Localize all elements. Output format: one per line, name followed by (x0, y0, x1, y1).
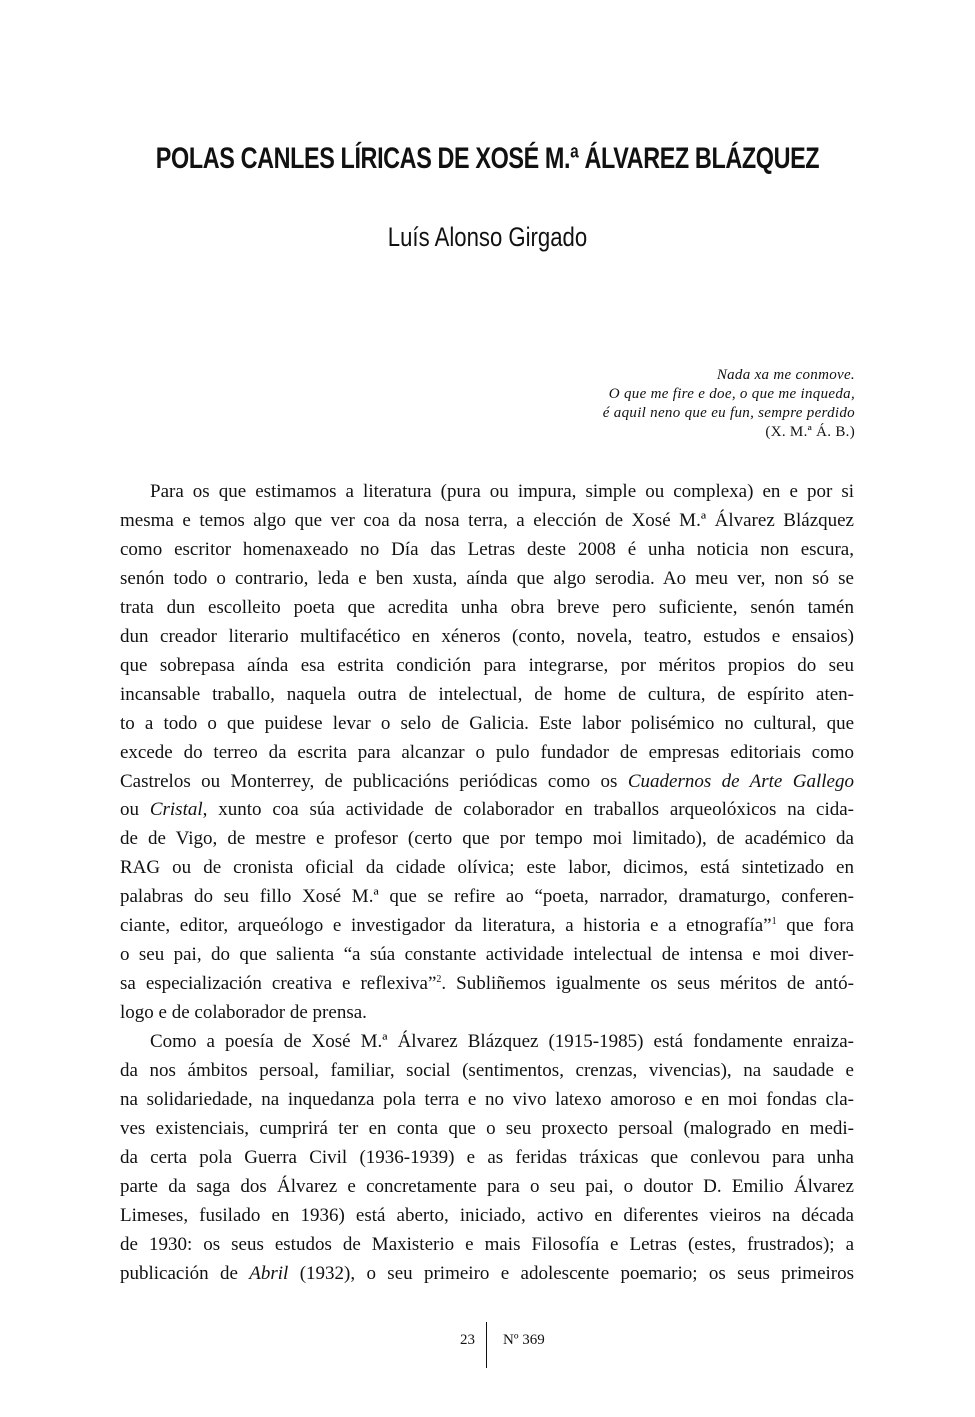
article-author: Luís Alonso Girgado (387, 222, 588, 252)
article-title: POLAS CANLES LÍRICAS DE XOSÉ M.ª ÁLVAREZ BLÁZQUEZ (155, 142, 820, 175)
epigraph (603, 366, 855, 442)
paragraph-line: mesma e temos algo que ver coa da nosa terra, a elección de Xosé M.ª Álvarez Blázquez (120, 509, 854, 531)
paragraph-line (120, 1260, 854, 1289)
epigraph-attribution: (X. M.ª Á. B.) (765, 424, 855, 440)
paragraph-line: RAG ou de cronista oficial da cidade olívica; este labor, dicimos, está sintetizado en (120, 857, 854, 879)
paragraph-line: to a todo o que puidese levar o selo de Galicia. Este labor polisémico no cultural, que (120, 712, 854, 734)
article-body (120, 478, 854, 1289)
epigraph-line: Nada xa me conmove. (716, 367, 855, 383)
paragraph-line: senón todo o contrario, leda e ben xusta, aínda que algo serodia. Ao meu ver, non só se (120, 567, 854, 589)
paragraph-line: Para os que estimamos a literatura (pura ou impura, simple ou complexa) en e por si (150, 481, 854, 502)
paragraph-line: da certa pola Guerra Civil (1936-1939) e as feridas tráxicas que conlevou para unha (120, 1146, 854, 1168)
paragraph-line: Limeses, fusilado en 1936) está aberto, iniciado, activo en diferentes vieiros na década (120, 1204, 854, 1226)
text-run: , xunto coa súa actividade de colaborador en traballos arqueolóxicos na cida- (202, 799, 855, 821)
text-run: ou (120, 799, 150, 821)
text-run: (1932), o seu primeiro e adolescente poemario; os seus primeiros (288, 1262, 855, 1284)
footer-divider (486, 1322, 487, 1368)
paragraph-line: de de Vigo, de mestre e profesor (certo que por tempo moi limitado), de académico da (120, 828, 854, 850)
issue-number: Nº 369 (503, 1332, 545, 1348)
footnote-ref-1[interactable]: 1 (771, 916, 777, 928)
paragraph-line (120, 970, 854, 999)
journal-title-cristal: Cristal (149, 799, 203, 821)
paragraph-line (120, 768, 854, 797)
text-run: publicación de (120, 1262, 250, 1284)
text-run: sa especialización creativa e reflexiva” (120, 973, 437, 995)
paragraph-line (120, 912, 854, 941)
paragraph-line: de 1930: os seus estudos de Maxisterio e mais Filosofía e Letras (estes, frustrados); a (120, 1233, 854, 1255)
paragraph-line: trata dun escolleito poeta que acredita unha obra breve pero suficiente, senón tamén (120, 596, 854, 618)
book-title-abril: Abril (249, 1262, 289, 1284)
paragraph-line: logo e de colaborador de prensa. (120, 1002, 367, 1024)
page-footer (0, 1322, 975, 1368)
epigraph-line: é aquil neno que eu fun, sempre perdido (602, 405, 855, 421)
paragraph-line: que sobrepasa aínda esa estrita condición para integrarse, por méritos propios do seu (120, 654, 854, 676)
paragraph-line: da nos ámbitos persoal, familiar, social (sentimentos, crenzas, vivencias), na saudade e (120, 1060, 854, 1082)
paragraph-line: parte da saga dos Álvarez e concretamente para o seu pai, o doutor D. Emilio Álvarez (120, 1175, 854, 1197)
epigraph-line: O que me fire e doe, o que me inqueda, (608, 386, 855, 402)
text-run: Castrelos ou Monterrey, de publicacións periódicas como os (120, 770, 628, 792)
paragraph-line: dun creador literario multifacético en xéneros (conto, novela, teatro, estudos e ensaios) (120, 625, 854, 647)
text-run: . Subliñemos igualmente os seus méritos de antó- (441, 973, 854, 995)
paragraph-line: o seu pai, do que salienta “a súa constante actividade intelectual de intensa e moi diver- (120, 944, 854, 966)
paragraph-line: na solidariedade, na inquedanza pola terra e no vivo latexo amoroso e en moi fondas cla- (120, 1089, 854, 1111)
paragraph-line (120, 796, 854, 825)
journal-title-cuadernos: Cuadernos de Arte Gallego (627, 770, 854, 792)
paragraph-line: excede do terreo da escrita para alcanzar o pulo fundador de empresas editoriais como (120, 741, 854, 763)
paragraph-line: palabras do seu fillo Xosé M.ª que se refire ao “poeta, narrador, dramaturgo, conferen- (120, 886, 854, 908)
paragraph-line: como escritor homenaxeado no Día das Letras deste 2008 é unha noticia non escura, (120, 538, 854, 560)
footnote-ref-2[interactable]: 2 (436, 974, 442, 986)
paragraph-line: Como a poesía de Xosé M.ª Álvarez Blázquez (1915-1985) está fondamente enraiza- (150, 1031, 854, 1053)
text-run: ciante, editor, arqueólogo e investigador da literatura, a historia e a etnografía” (120, 915, 772, 937)
paragraph-line: ves existenciais, cumprirá ter en conta que o seu proxecto persoal (malogrado en medi- (120, 1117, 854, 1139)
text-run: que fora (776, 915, 854, 937)
paragraph-line: incansable traballo, naquela outra de intelectual, de home de cultura, de espírito aten- (120, 683, 854, 705)
page-number: 23 (460, 1332, 475, 1348)
